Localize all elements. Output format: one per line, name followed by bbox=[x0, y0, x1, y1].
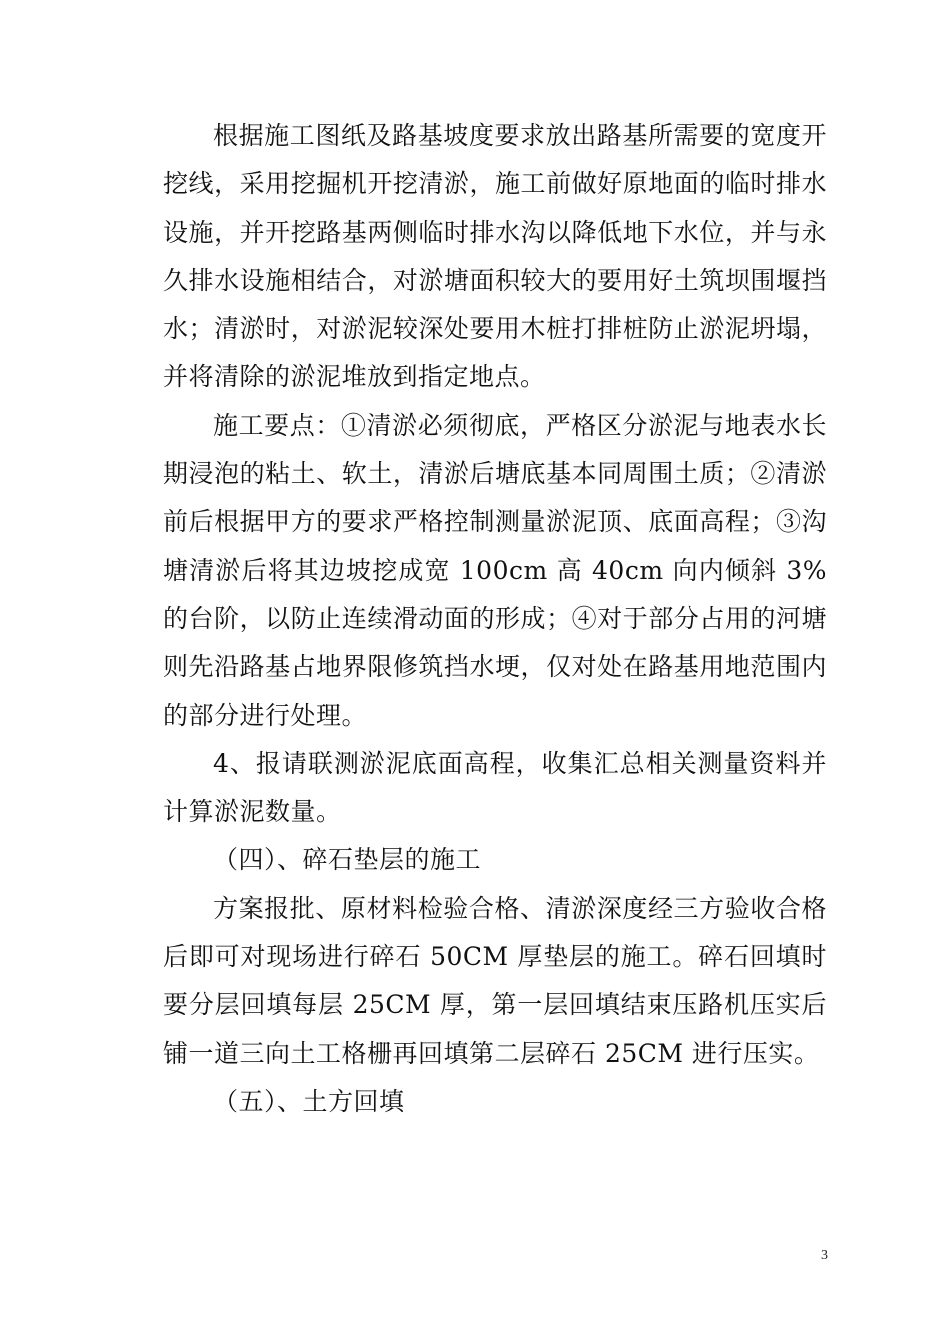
section-heading-earth-backfill: （五）、土方回填 bbox=[213, 1086, 405, 1116]
paragraph-excavation: 根据施工图纸及路基坡度要求放出路基所需要的宽度开挖线，采用挖掘机开挖清淤，施工前做好原地面的临时排水设施，并开挖路基两侧临时排水沟以降低地下水位，并与永久排水设施相结合，对淤塘面积较大的要用好土筑坝围堰挡水；清淤时，对淤泥较深处要用木桩打排桩防止淤泥坍塌，并将清除的淤泥堆放到指定地点。 bbox=[163, 121, 827, 392]
paragraph-gravel-cushion: 方案报批、原材料检验合格、清淤深度经三方验收合格后即可对现场进行碎石 50CM 厚垫层的施工。碎石回填时要分层回填每层 25CM 厚，第一层回填结束压路机压实后铺一道三向土工格栅再回填第二层碎石 25CM 进行压实。 bbox=[163, 893, 827, 1068]
section-heading-gravel-cushion: （四）、碎石垫层的施工 bbox=[213, 845, 482, 875]
paragraph-survey: 4、报请联测淤泥底面高程，收集汇总相关测量资料并计算淤泥数量。 bbox=[163, 748, 827, 827]
paragraph-key-points: 施工要点：①清淤必须彻底，严格区分淤泥与地表水长期浸泡的粘土、软土，清淤后塘底基本同周围土质；②清淤前后根据甲方的要求严格控制测量淤泥顶、底面高程；③沟塘清淤后将其边坡挖成宽 100cm 高 40cm 向内倾斜 3%的台阶，以防止连续滑动面的形成；④对于部分占用的河塘则先沿路基占地界限修筑挡水埂，仅对处在路基用地范围内的部分进行处理。 bbox=[163, 410, 827, 730]
document-body bbox=[163, 112, 827, 1126]
page-number: 3 bbox=[821, 1248, 828, 1263]
